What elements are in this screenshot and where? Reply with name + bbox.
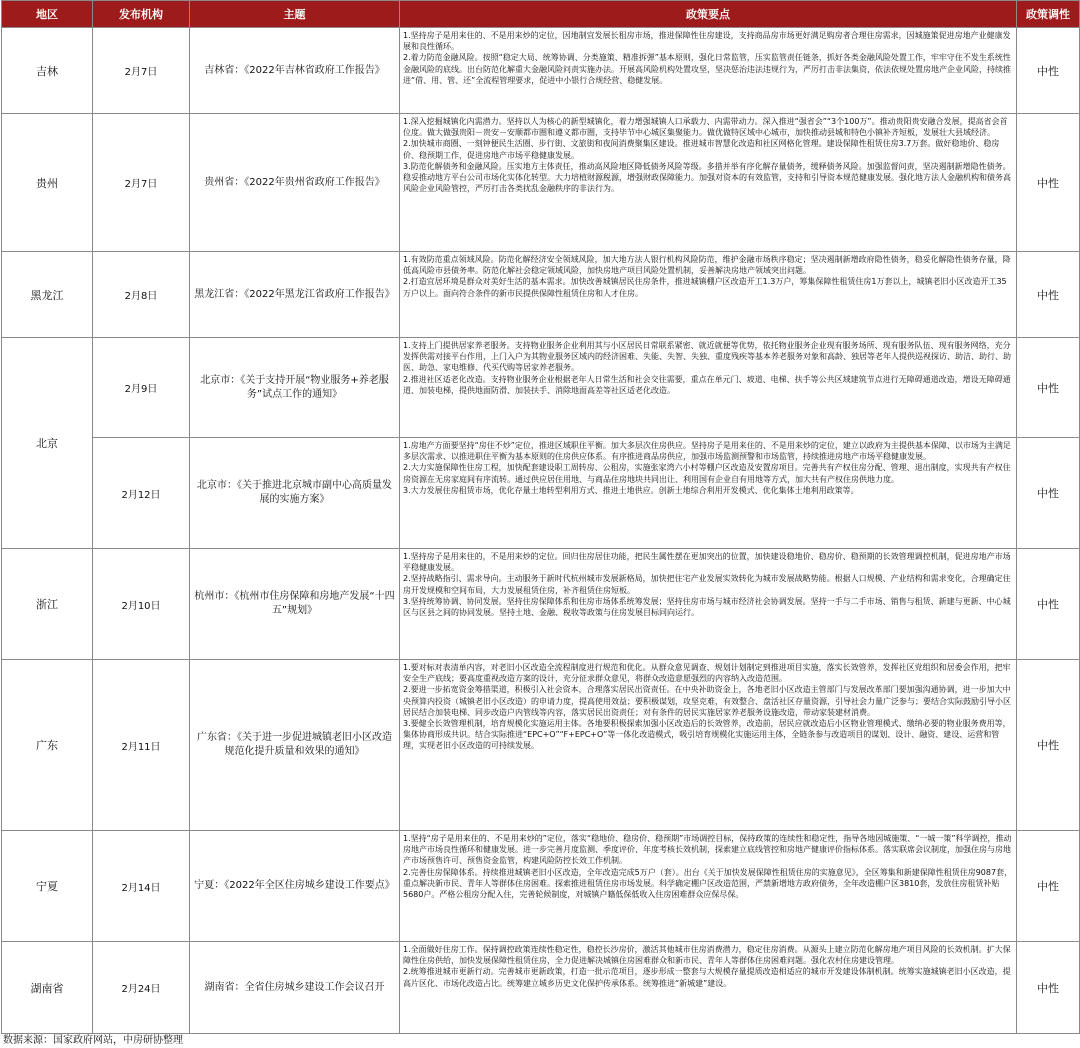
table-row (2, 252, 1080, 338)
date-cell: 2月7日 (93, 114, 190, 252)
policy-point: 2.着力防范金融风险。按照“稳定大局、统筹协调、分类施策、精准拆弹”基本原则，强化日常监管，压实监管责任链条，抓好各类金融风险处置工作，牢牢守住不发生系统性金融风险的底线。出台防范化解重大金融风险问责实施办法。开展高风险机构处置攻坚，坚决惩治违法违规行为，严厉打击非法集资，依法依规处置房地产企业风险，持续推进“借、用、管、还”全流程管理要求，促进中小银行合规经营、稳健发展。 (403, 53, 1011, 85)
date-cell: 2月14日 (93, 831, 190, 942)
points-cell (400, 252, 1017, 338)
theme-cell: 杭州市：《杭州市住房保障和房地产发展“十四五”规划》 (190, 549, 400, 660)
region-cell: 浙江 (2, 549, 93, 660)
date-cell: 2月12日 (93, 438, 190, 549)
policy-point: 2.统筹推进城市更新行动。完善城市更新政策，打造一批示范项目，逐步形成一整套与大规模存量提质改造相适应的城市开发建设体制机制。统筹实施城镇老旧小区改造，提高片区化、市场化改造占比。统筹建立城乡历史文化保护传承体系。统筹推进“新城建”建设。 (403, 967, 1011, 988)
policy-point: 3.要健全长效管理机制，培育规模化实施运用主体。各地要积极探索加强小区改造后的长效管养，改造前，居民应就改造后小区物业管理模式、缴纳必要的物业服务费用等，集体协商形成共识。结合实际推进“EPC+O”“F+EPC+O”等一体化改造模式，吸引培育规模化实施运用主体，全链条参与改造项目的谋划、设计、融资、建设、运营和管理，实现老旧小区改造的可持续发展。 (403, 719, 1011, 751)
policy-point: 2.打造宜居环境是群众对美好生活的基本需求。加快改善城镇居民住房条件，推进城镇棚户区改造开工1.3万户，筹集保障性租赁住房1万套以上，城镇老旧小区改造开工35万户以上。面向符合条件的新市民提供保障性租赁住房和人才住房。 (403, 277, 1007, 298)
points-cell (400, 549, 1017, 660)
header-region: 地区 (2, 1, 93, 28)
tone-cell: 中性 (1017, 438, 1080, 549)
date-cell: 2月8日 (93, 252, 190, 338)
points-cell (400, 338, 1017, 438)
region-cell: 宁夏 (2, 831, 93, 942)
policy-point: 3.防范化解债务和金融风险。压实地方主体责任，推动高风险地区降低债务风险等级。多措并举有序化解存量债务，缓释债务风险。加强监督问责，坚决遏制新增隐性债务。稳妥推动地方平台公司市场化实体化转型。大力培植财源税源，增强财政保障能力。加强对资本的有效监管，支持和引导资本规范健康发展。强化地方法人金融机构和债务高风险企业风险管控，严厉打击各类扰乱金融秩序的非法行为。 (403, 161, 1011, 194)
policy-point: 2.要进一步拓宽资金筹措渠道，积极引入社会资本，合理落实居民出资责任。在中央补助资金上，各地老旧小区改造主管部门与发展改革部门要加强沟通协调，进一步加大中央预算内投资（城镇老旧小区改造）的申请力度，提高使用效益；要积极谋划，攻坚克难，有效整合、盘活社区存量资源，引导社会力量广泛参与；要结合实际鼓励引导小区居民结合加装电梯、同步改造户内管线等内容，落实居民出资责任；对有条件的居民实施居家养老服务设施改造，带动家装建材消费。 (403, 685, 1011, 717)
header-tone: 政策调性 (1017, 1, 1080, 28)
table-row (2, 114, 1080, 252)
date-cell: 2月11日 (93, 660, 190, 831)
source-note: 数据来源：国家政府网站，中房研协整理 (3, 1035, 183, 1046)
points-cell (400, 831, 1017, 942)
points-cell (400, 28, 1017, 114)
policy-point: 3.大力发展住房租赁市场，优化存量土地转型利用方式、推进土地供应。创新土地综合利用开发模式、优化集体土地利用政策等。 (403, 485, 859, 495)
policy-point: 1.要对标对表清单内容，对老旧小区改造全流程制度进行规范和优化。从群众意见调查、规划计划制定到推进项目实施，落实长效管养，发挥社区党组织和居委会作用，把牢安全生产底线；要高度重视改造方案的设计，充分征求群众意见，将群众改造意愿强烈的内容纳入改造范围。 (403, 663, 1011, 684)
region-cell: 北京 (2, 338, 93, 549)
region-cell: 黑龙江 (2, 252, 93, 338)
policy-point: 2.完善住房保障体系。持续推进城镇老旧小区改造，全年改造完成5万户（套）。出台《关于加快发展保障性租赁住房的实施意见》，全区筹集和新建保障性租赁住房9087套，重点解决新市民、青年人等群体住房困难。探索推进租赁住房市场发展。科学确定棚户区改造范围，严禁新增地方政府债务，全年改造棚户区3810套，发放住房租赁补贴5680户。严格公租房分配入住，完善轮候制度，对城镇户籍低保低收入住房困难群众应保尽保。 (403, 867, 1013, 900)
policy-point: 2.大力实施保障性住房工程，加快配套建设职工周转房、公租房，实施张家湾六小村等棚户区改造及安置房项目。完善共有产权住房分配、管理、退出制度，实现共有产权住房资源在无房家庭间有序流转。通过供应居住用地、与商品住房地块共同出让、利用国有企业自有用地等方式，加大共有产权住房供地力度。 (403, 463, 1011, 484)
tone-cell: 中性 (1017, 942, 1080, 1034)
theme-cell: 吉林省：《2022年吉林省政府工作报告》 (190, 28, 400, 114)
policy-point: 1.坚持房子是用来住的，不是用来炒的定位。回归住房居住功能，把民生属性摆在更加突出的位置，加快建设稳地价、稳房价、稳预期的长效管理调控机制，促进房地产市场平稳健康发展。 (403, 552, 1011, 573)
theme-cell: 黑龙江省：《2022年黑龙江省政府工作报告》 (190, 252, 400, 338)
region-cell: 湖南省 (2, 942, 93, 1034)
points-cell (400, 114, 1017, 252)
points-cell (400, 438, 1017, 549)
policy-point: 1.坚持“房子是用来住的、不是用来炒的”定位，落实“稳地价、稳房价、稳预期”市场调控目标，保持政策的连续性和稳定性，指导各地因城施策、“一城一策”科学调控，推动房地产市场良性循环和健康发展。进一步完善月度监测、季度评价、年度考核长效机制，探索建立底线管控和房地产健康评价指标体系。落实联席会议制度，加强住房与房地产市场预售许可、预售资金监管，构建风险防控长效工作机制。 (403, 834, 1012, 866)
policy-point: 1.房地产方面要坚持“房住不炒”定位，推进区域职住平衡。加大多层次住房供应。坚持房子是用来住的、不是用来炒的定位，建立以政府为主提供基本保障、以市场为主满足多层次需求、以推进职住平衡为基本原则的住房供应体系。有序推进商品房供应，加强市场监测预警和市场监管，持续推进房地产市场平稳健康发展。 (403, 441, 1011, 462)
theme-cell: 贵州省：《2022年贵州省政府工作报告》 (190, 114, 400, 252)
date-cell: 2月24日 (93, 942, 190, 1034)
policy-point: 1.全面做好住房工作。保持调控政策连续性稳定性，稳控长沙房价，激活其他城市住房消费潜力，稳定住房消费。从源头上建立防范化解房地产项目风险的长效机制。扩大保障性住房供给，加快发展保障性租赁住房，全力促进解决城镇住房困难群众和新市民、青年人等群体住房困难问题。强化农村住房建设管理。 (403, 945, 1011, 966)
table-row (2, 660, 1080, 831)
table-row (2, 942, 1080, 1034)
points-cell (400, 660, 1017, 831)
points-cell (400, 942, 1017, 1034)
theme-cell: 广东省：《关于进一步促进城镇老旧小区改造规范化提升质量和效果的通知》 (190, 660, 400, 831)
tone-cell: 中性 (1017, 549, 1080, 660)
region-cell: 贵州 (2, 114, 93, 252)
tone-cell: 中性 (1017, 831, 1080, 942)
header-theme: 主题 (190, 1, 400, 28)
region-cell: 吉林 (2, 28, 93, 114)
tone-cell: 中性 (1017, 252, 1080, 338)
policy-point: 2.推进社区适老化改造。支持物业服务企业根据老年人日常生活和社会交往需要，重点在单元门、坡道、电梯、扶手等公共区域建筑节点进行无障碍通道改造，增设无障碍通道、加装电梯，提供地面防滑、加装扶手、消除地面高差等社区适老化改造。 (403, 374, 1011, 395)
date-cell: 2月10日 (93, 549, 190, 660)
date-cell: 2月9日 (93, 338, 190, 438)
theme-cell: 湖南省：全省住房城乡建设工作会议召开 (190, 942, 400, 1034)
date-cell: 2月7日 (93, 28, 190, 114)
header-agency: 发布机构 (93, 1, 190, 28)
policy-point: 1.有效防范重点领域风险。防范化解经济安全领域风险，加大地方法人银行机构风险防范，维护金融市场秩序稳定；坚决遏制新增政府隐性债务，稳妥化解隐性债务存量，降低高风险市县债务率。防范化解社会稳定领域风险，加快房地产项目风险处置机制，妥善解决房地产领域突出问题。 (403, 255, 1011, 276)
theme-cell: 宁夏：《2022年全区住房城乡建设工作要点》 (190, 831, 400, 942)
table-row (2, 438, 1080, 549)
policy-point: 1.支持上门提供居家养老服务。支持物业服务企业利用其与小区居民日常联系紧密、就近就便等优势，依托物业服务企业现有服务场所、现有服务队伍、现有服务网络，充分发挥供需对接平台作用，上门入户为其物业服务区域内的经济困难、失能、失智、失独、重度残疾等基本养老服务对象和高龄、独居等老年人提供巡视探访、助洁、助行、助医、助急、家电维修、代买代购等居家养老服务。 (403, 341, 1011, 373)
policy-table (1, 0, 1080, 1034)
header-points: 政策要点 (400, 1, 1017, 28)
theme-cell: 北京市：《关于推进北京城市副中心高质量发展的实施方案》 (190, 438, 400, 549)
tone-cell: 中性 (1017, 28, 1080, 114)
policy-point: 1.深入挖掘城镇化内需潜力。坚持以人为核心的新型城镇化，着力增强城镇人口承载力、内需带动力。深入推进“强省会”“3个100万”。推动贵阳贵安融合发展，提高省会首位度。做大做强贵阳－贵安－安顺都市圈和遵义都市圈，支持毕节中心城区集聚能力。做优做特区域中心城市，加快推动县城和特色小镇补齐短板，发展壮大县域经济。 (403, 117, 1008, 138)
tone-cell: 中性 (1017, 338, 1080, 438)
header-row (2, 1, 1080, 28)
table-body (2, 28, 1080, 1034)
table-row (2, 28, 1080, 114)
table-row (2, 549, 1080, 660)
policy-point: 2.加快城市商圈、一刻钟便民生活圈、步行街、文旅街和夜间消费聚集区建设。推进城市智慧化改造和社区网格化管理。建设保障性租赁住房3.7万套。做好稳地价、稳房价、稳预期工作，促进房地产市场平稳健康发展。 (403, 139, 1000, 160)
theme-cell: 北京市：《关于支持开展“物业服务+养老服务”试点工作的通知》 (190, 338, 400, 438)
tone-cell: 中性 (1017, 114, 1080, 252)
policy-point: 3.坚持统筹协调、协同发展。坚持住房保障体系和住房市场体系统筹发展；坚持住房市场与城市经济社会协调发展。坚持一手与二手市场、销售与租赁、新建与更新、中心城区与区县之间的协同发展。坚持土地、金融、税收等政策与住房发展目标同向运行。 (403, 596, 1011, 618)
tone-cell: 中性 (1017, 660, 1080, 831)
policy-point: 1.坚持房子是用来住的、不是用来炒的定位，因地制宜发展长租房市场，推进保障性住房建设，支持商品房市场更好满足购房者合理住房需求，因城施策促进房地产业健康发展和良性循环。 (403, 31, 1011, 52)
policy-point: 2.坚持战略指引、需求导向。主动服务于新时代杭州城市发展新格局，加快把住宅产业发展实效转化为城市发展战略势能。根据人口规模、产业结构和需求变化，合理确定住房开发规模和空间布局，大力发展租赁住房，补齐租赁住房短板。 (403, 574, 1011, 595)
table-row (2, 338, 1080, 438)
table-row (2, 831, 1080, 942)
region-cell: 广东 (2, 660, 93, 831)
